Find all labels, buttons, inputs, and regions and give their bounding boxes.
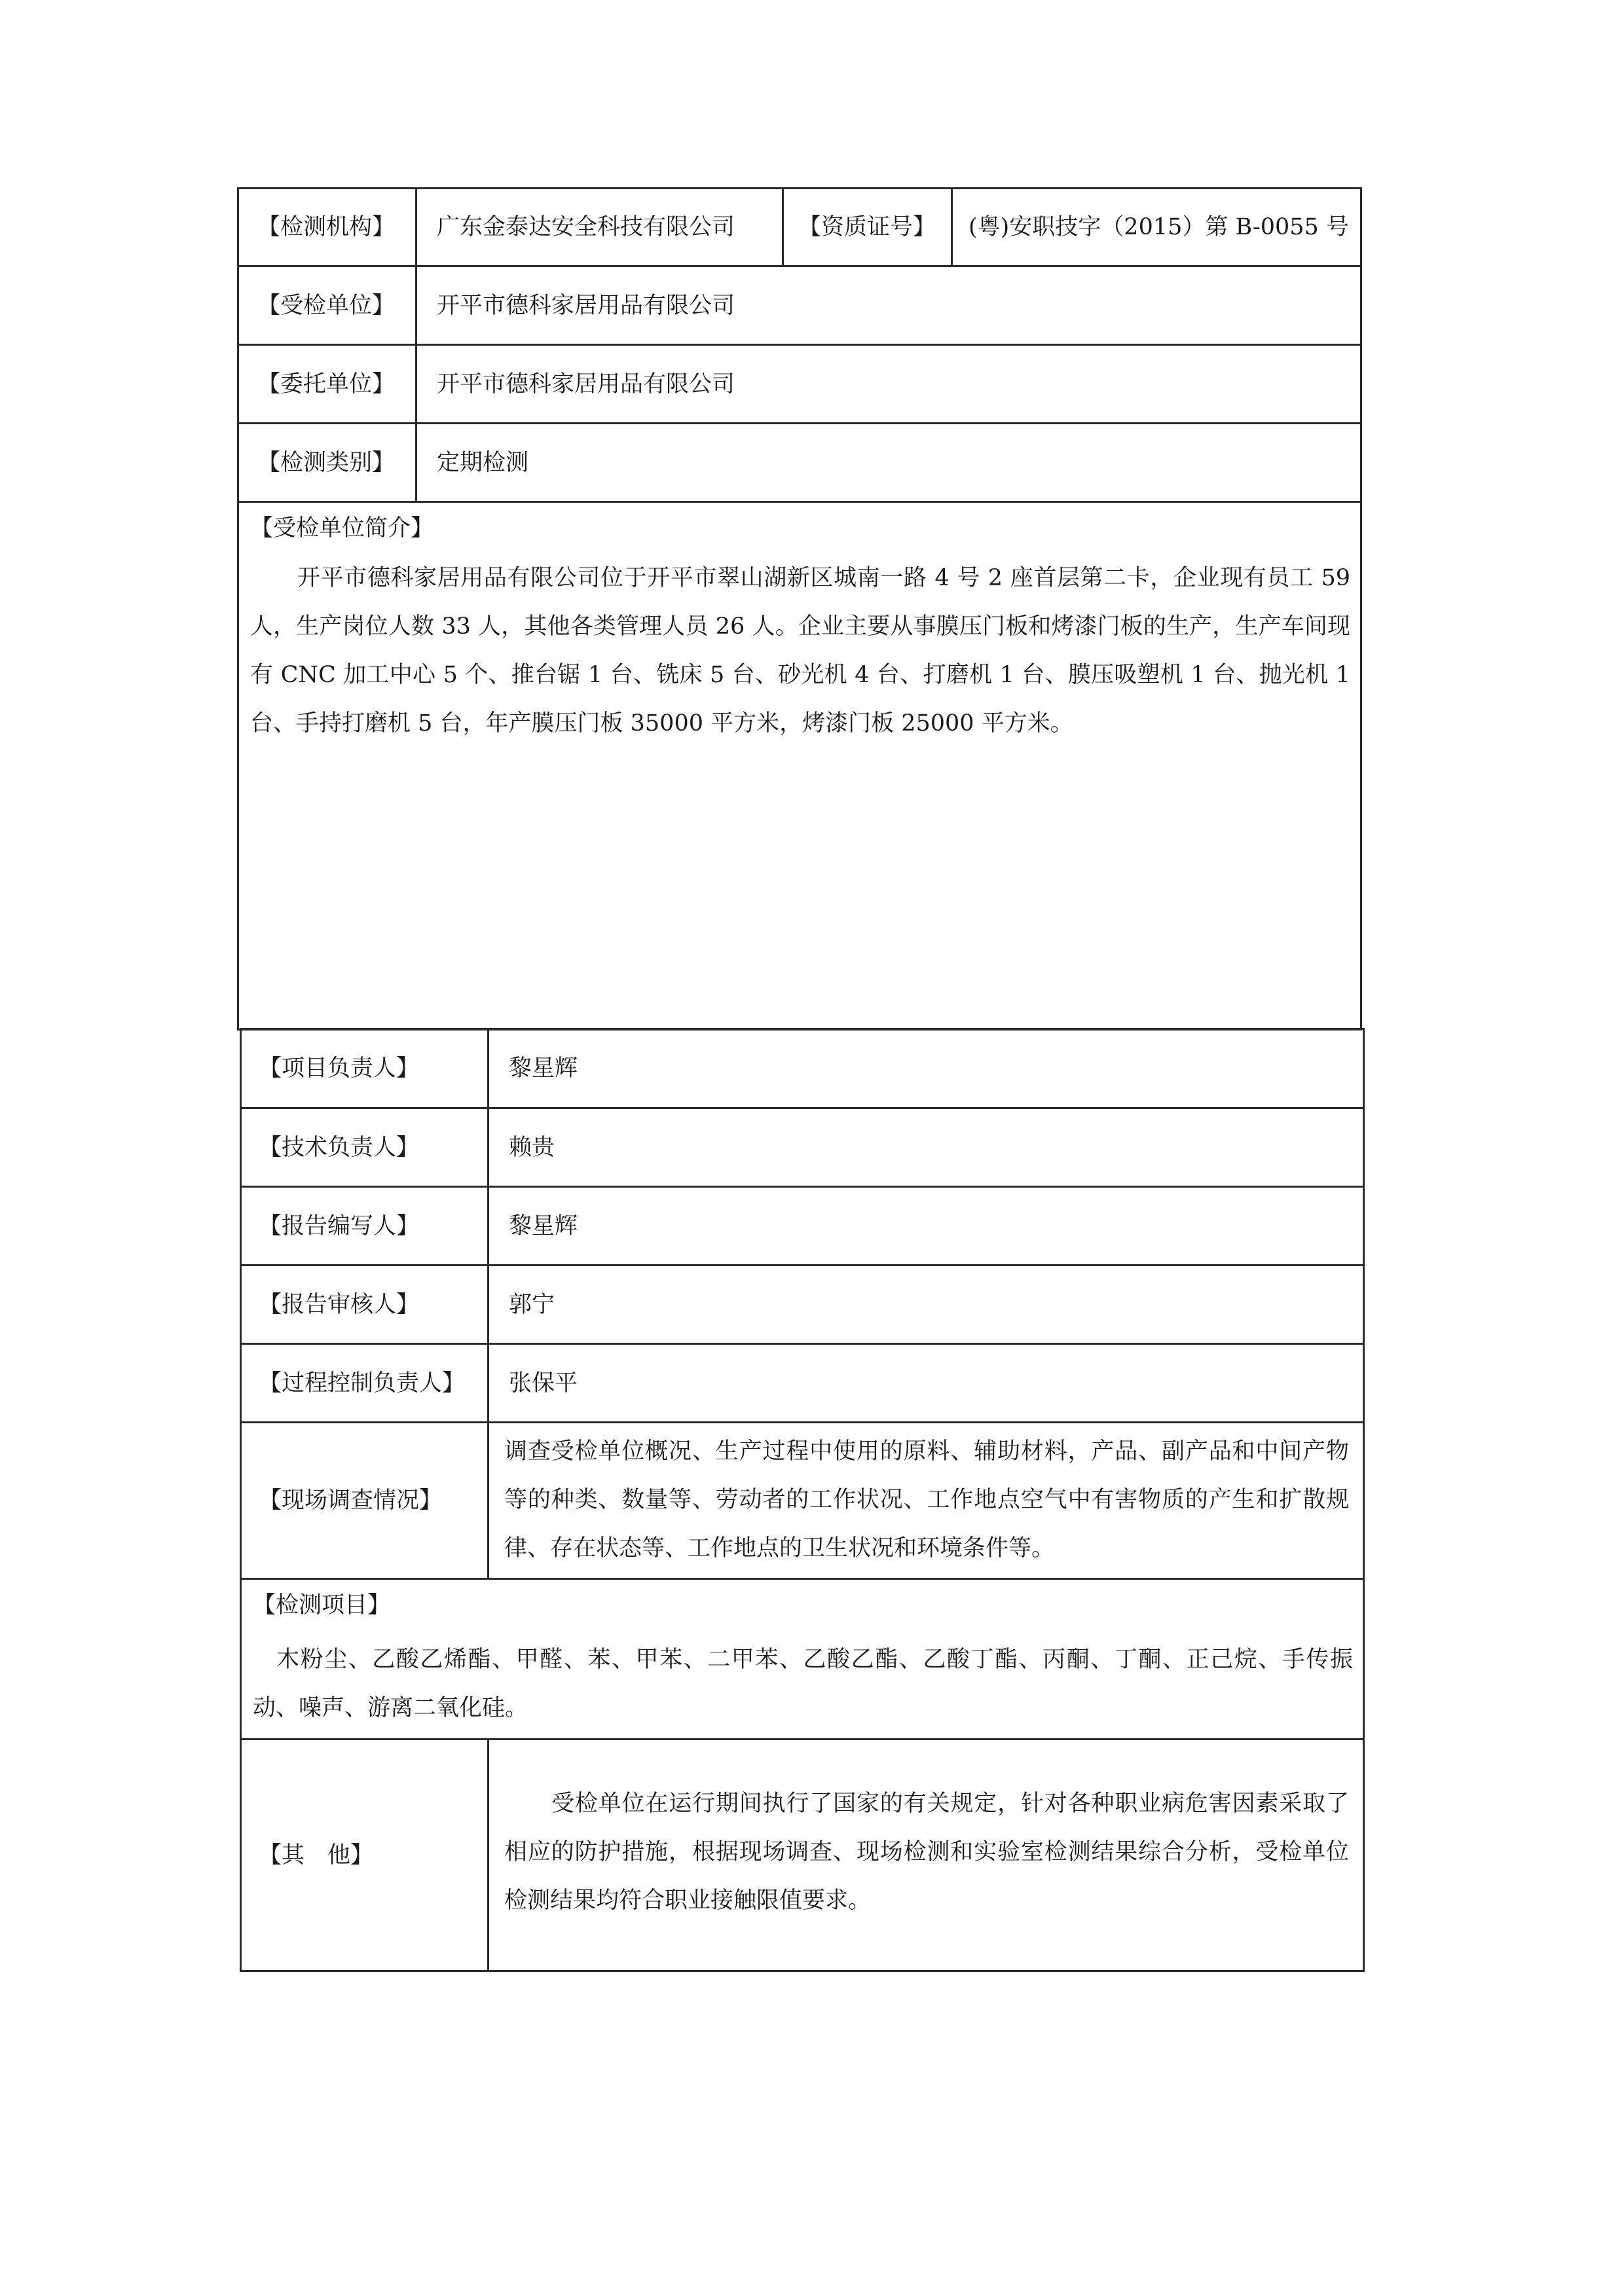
value-technical-lead: 赖贵 [509, 1134, 555, 1161]
label-qualification: 【资质证号】 [798, 214, 936, 240]
label-client-unit: 【委托单位】 [257, 371, 396, 397]
value-client-unit: 开平市德科家居用品有限公司 [437, 371, 735, 397]
value-qualification: (粤)安职技字（2015）第 B-0055 号 [969, 214, 1349, 240]
value-process-control-lead: 张保平 [509, 1370, 578, 1396]
label-unit-intro: 【受检单位简介】 [250, 515, 434, 541]
value-report-reviewer: 郭宁 [509, 1291, 555, 1318]
value-project-lead: 黎星辉 [509, 1055, 578, 1082]
label-report-author: 【报告编写人】 [259, 1212, 420, 1239]
value-report-author: 黎星辉 [509, 1212, 578, 1239]
label-testing-agency: 【检测机构】 [257, 214, 396, 240]
label-process-control-lead: 【过程控制负责人】 [259, 1370, 466, 1396]
other-text: 受检单位在运行期间执行了国家的有关规定，针对各种职业病危害因素采取了相应的防护措施，根据现场调查、现场检测和实验室检测结果综合分析，受检单位检测结果均符合职业接触限值要求。 [504, 1791, 1349, 1914]
label-test-items: 【检测项目】 [253, 1592, 391, 1618]
label-inspected-unit: 【受检单位】 [257, 292, 396, 319]
unit-intro-text: 开平市德科家居用品有限公司位于开平市翠山湖新区城南一路 4 号 2 座首层第二卡，企业现有员工 59 人，生产岗位人数 33 人，其他各类管理人员 26 人。企业主要从事膜压门板和烤漆门板的生产，生产车间现有 CNC 加工中心 5 个、推台锯 1 台、铣床 5 台、砂光机 4 台、打磨机 1 台、膜压吸塑机 1 台、抛光机 1 台、手持打磨机 5 台，年产膜压门板 35000 平方米，烤漆门板 25000 平方米。 [250, 565, 1350, 737]
label-report-reviewer: 【报告审核人】 [259, 1291, 420, 1318]
label-project-lead: 【项目负责人】 [259, 1055, 420, 1082]
site-survey-text: 调查受检单位概况、生产过程中使用的原料、辅助材料，产品、副产品和中间产物等的种类、数量等、劳动者的工作状况、工作地点空气中有害物质的产生和扩散规律、存在状态等、工作地点的卫生状况和环境条件等。 [504, 1438, 1349, 1561]
value-testing-agency: 广东金泰达安全科技有限公司 [437, 214, 735, 240]
test-items-text: 木粉尘、乙酸乙烯酯、甲醛、苯、甲苯、二甲苯、乙酸乙酯、乙酸丁酯、丙酮、丁酮、正己烷、手传振动、噪声、游离二氧化硅。 [253, 1647, 1353, 1721]
label-other: 【其 他】 [259, 1842, 374, 1868]
value-inspected-unit: 开平市德科家居用品有限公司 [437, 292, 735, 319]
label-test-category: 【检测类别】 [257, 449, 396, 476]
label-technical-lead: 【技术负责人】 [259, 1134, 420, 1161]
value-test-category: 定期检测 [437, 449, 529, 476]
label-site-survey: 【现场调查情况】 [259, 1487, 443, 1514]
